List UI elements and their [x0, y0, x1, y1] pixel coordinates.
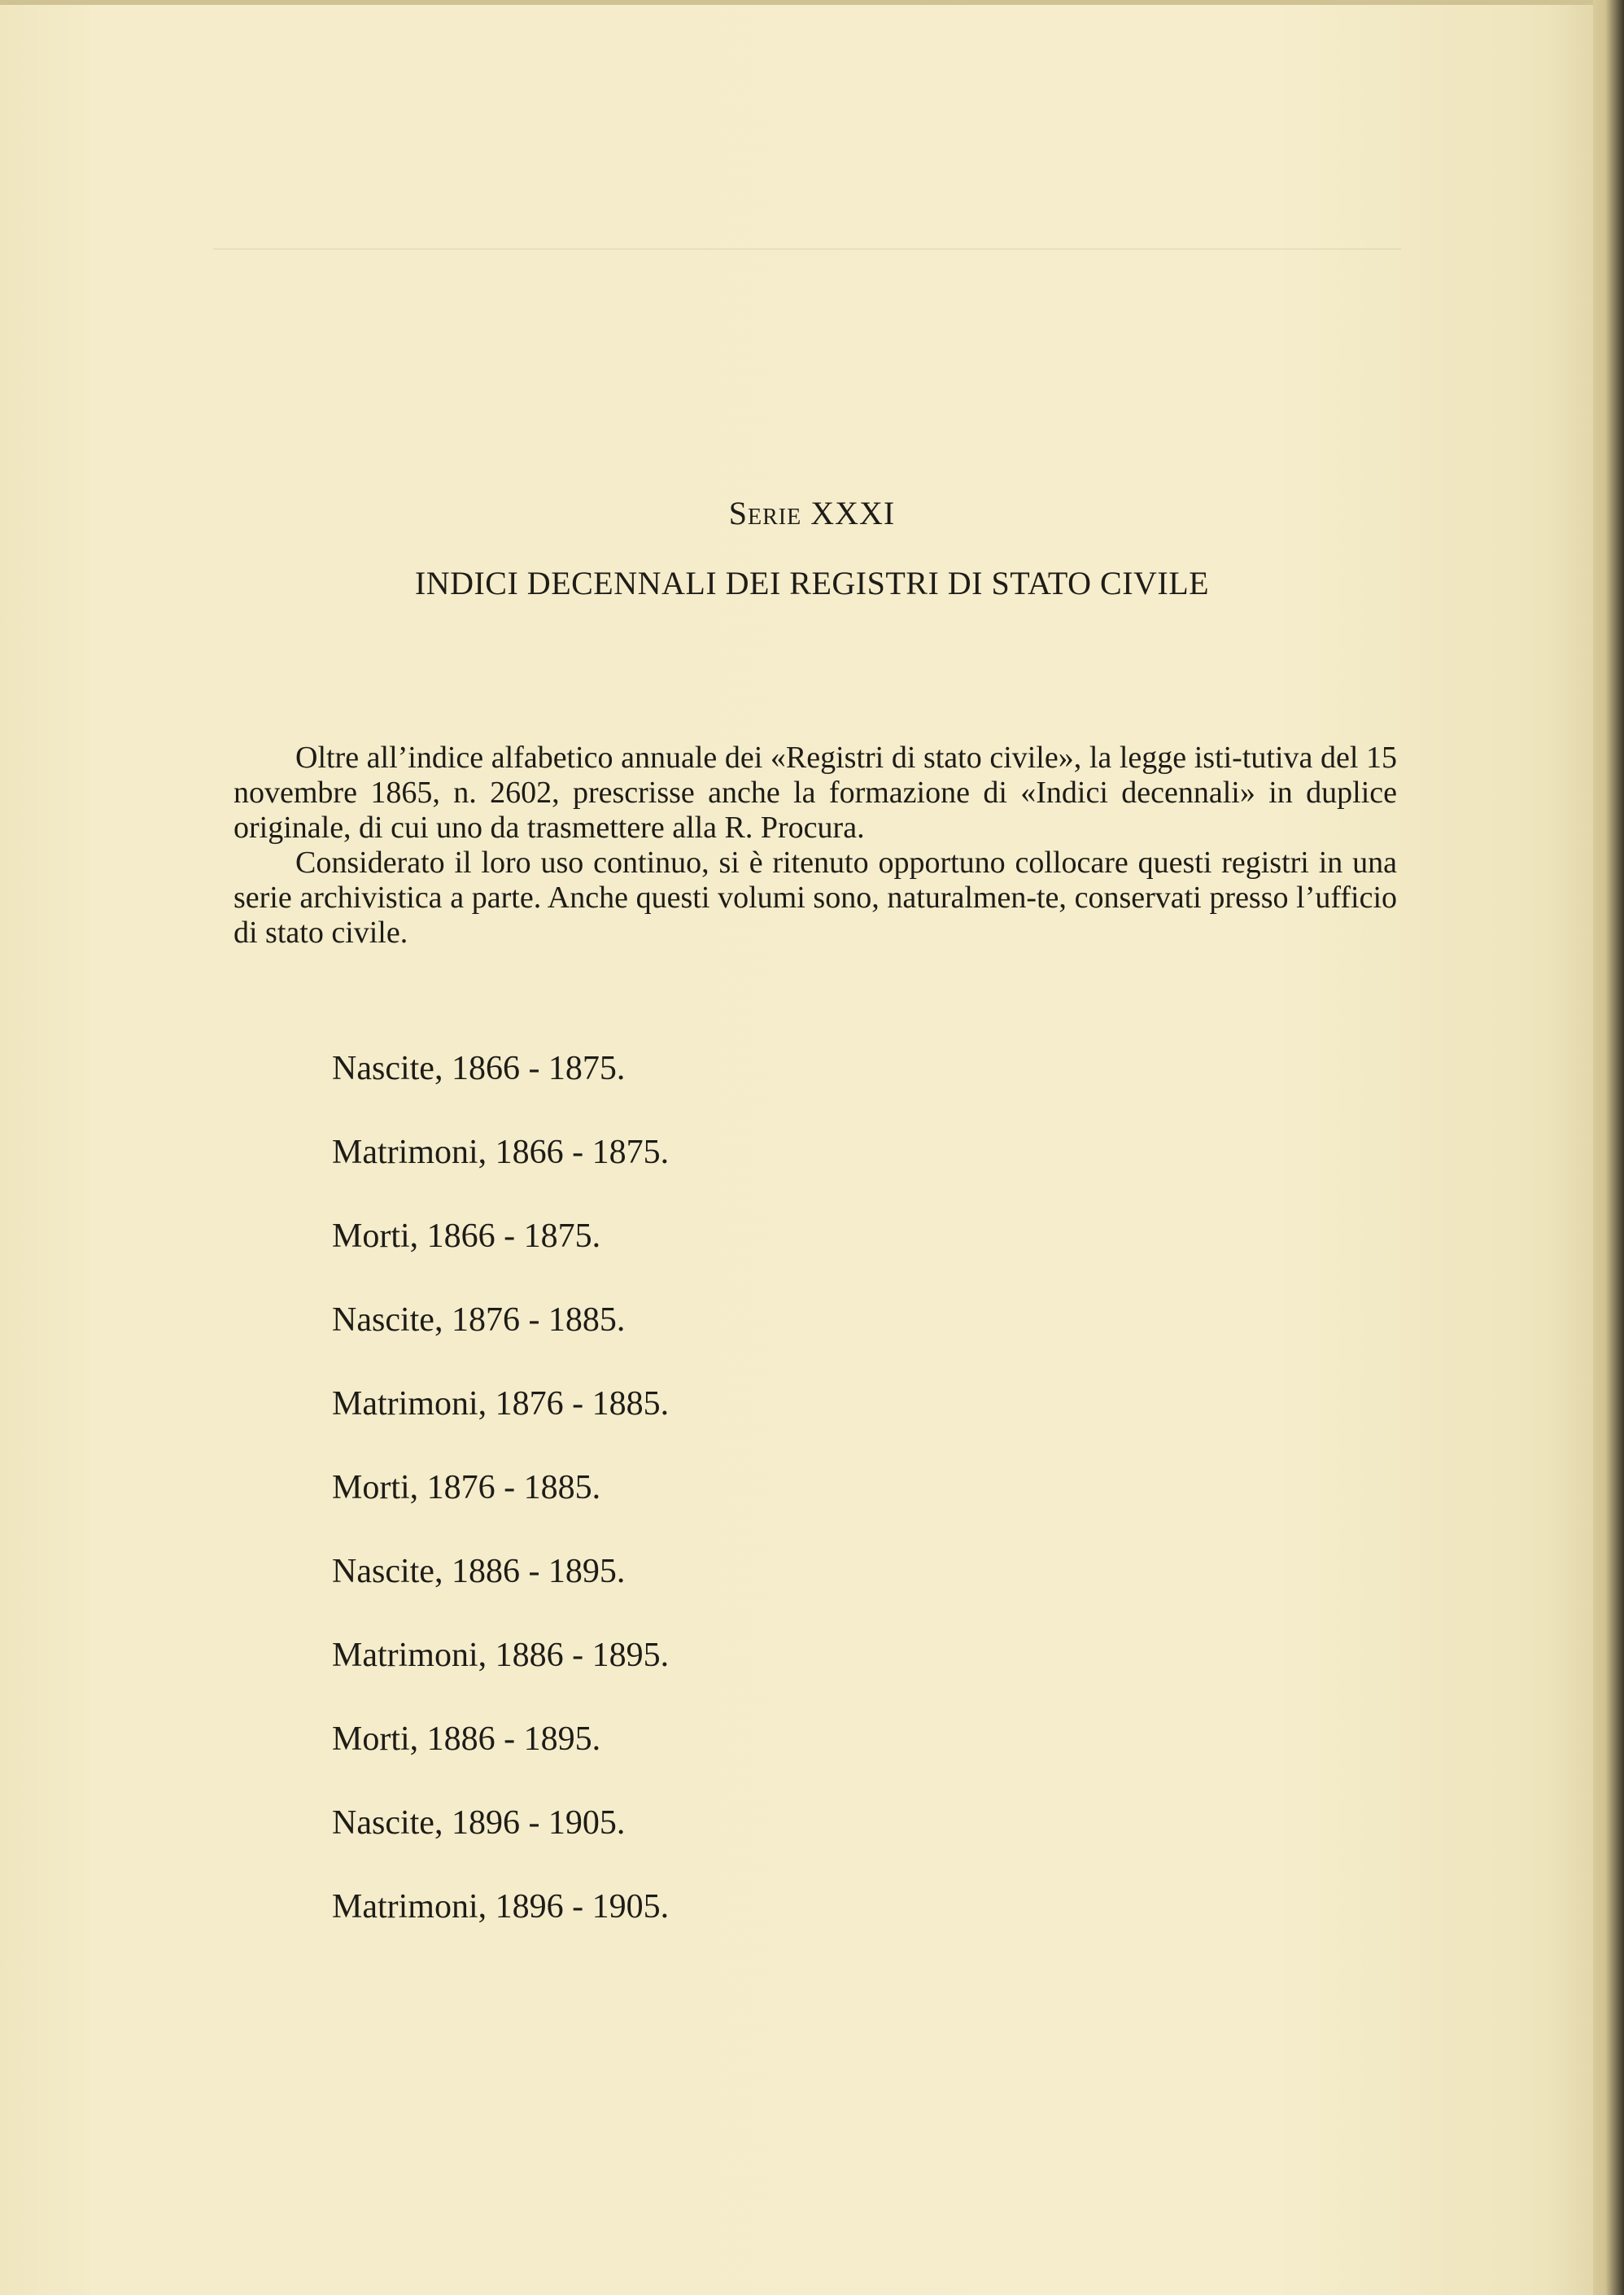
item-label: Matrimoni, 1896 - 1905.	[332, 1888, 670, 1926]
page-right-edge	[1593, 0, 1624, 2295]
bleed-through-rule	[213, 248, 1401, 250]
list-item	[0, 1715, 895, 1764]
intro-paragraph-1: Oltre all’indice alfabetico annuale dei «Registri di stato civile», la legge isti-tutiva del 15 novembre 1865, n. 2602, prescrisse anche la formazione di «Indici decennali» in duplice originale, di cui uno da trasmettere alla R. Procura.	[234, 741, 1397, 845]
list-item	[0, 1463, 895, 1512]
page-title: INDICI DECENNALI DEI REGISTRI DI STATO CIVILE	[414, 565, 1210, 601]
list-item	[0, 1379, 895, 1428]
item-label: Matrimoni, 1886 - 1895.	[332, 1637, 670, 1674]
item-label: Morti, 1866 - 1875.	[332, 1217, 601, 1255]
item-label: Nascite, 1876 - 1885.	[332, 1301, 626, 1339]
list-item	[0, 1882, 895, 1931]
item-label: Nascite, 1886 - 1895.	[332, 1553, 626, 1590]
series-heading: Serie XXXI	[728, 495, 896, 531]
intro-text	[234, 741, 1397, 951]
page-top-edge	[0, 0, 1624, 5]
list-item	[0, 1631, 895, 1680]
list-item	[0, 1799, 895, 1847]
item-label: Matrimoni, 1876 - 1885.	[332, 1385, 670, 1423]
item-label: Matrimoni, 1866 - 1875.	[332, 1134, 670, 1171]
list-item	[0, 1547, 895, 1596]
item-label: Nascite, 1896 - 1905.	[332, 1804, 626, 1842]
list-item	[0, 1128, 895, 1177]
list-item	[0, 1212, 895, 1261]
item-label: Morti, 1876 - 1885.	[332, 1469, 601, 1506]
item-label: Nascite, 1866 - 1875.	[332, 1050, 626, 1087]
intro-paragraph-2: Considerato il loro uso continuo, si è ritenuto opportuno collocare questi registri in una serie archivistica a parte. Anche questi volumi sono, naturalmen-te, conservati presso l’ufficio di stato civile.	[234, 846, 1397, 950]
list-item	[0, 1044, 895, 1093]
list-item	[0, 1296, 895, 1344]
item-label: Morti, 1886 - 1895.	[332, 1720, 601, 1758]
